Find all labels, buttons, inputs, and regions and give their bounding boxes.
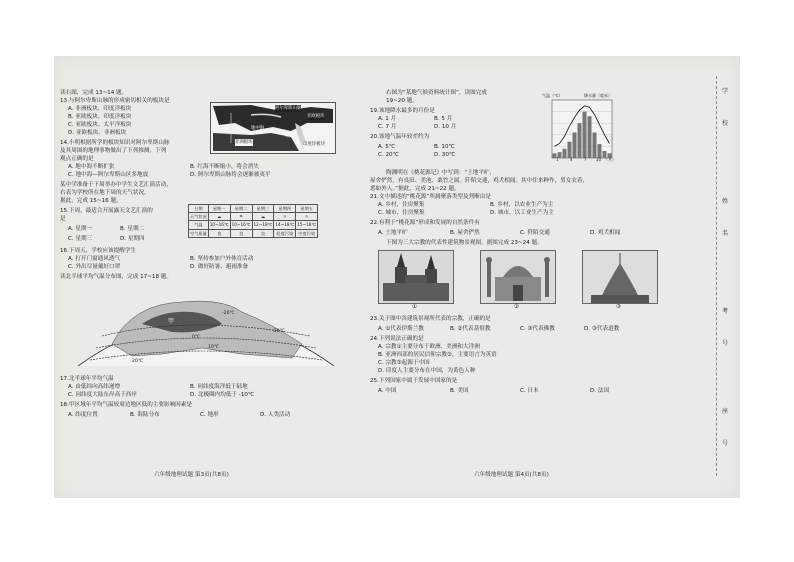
option-18c: C. 地形: [200, 412, 219, 418]
climate-chart-temp-label: 气温（℃）: [542, 93, 563, 98]
map13-label-indian: 印度洋板块: [303, 142, 325, 147]
wx-temp-label: 气温: [189, 221, 209, 229]
instruction-15-16-line2: 右表为学校所在地下周的天气状况。: [60, 190, 150, 196]
wx-header-mon: 星期一: [208, 205, 230, 213]
weather-table-wrap: [188, 204, 318, 238]
building-label-3: ③: [616, 304, 622, 310]
question-21: 21.文中描述的“桃花源”所属聚落类型及判断由是: [370, 194, 491, 200]
climate-chart-plot: [542, 98, 620, 162]
option-24c: C. 宗教③起源于中国: [378, 360, 430, 366]
option-17b: B. 同纬度海洋低于陆地: [190, 384, 248, 390]
option-19c: C. 7 月: [378, 124, 397, 130]
precip-bar: [583, 112, 587, 158]
isotherm-map: [72, 284, 340, 372]
question-23: 23.关于图中各建筑景观所代表的宗教，正确的是: [370, 316, 491, 322]
isotherm-map-drawing: [72, 284, 340, 372]
wx-air: 良: [252, 229, 274, 237]
question-19: 19.该地降水最多的月份是: [370, 108, 435, 114]
wx-header-wed: 星期三: [252, 205, 274, 213]
option-25b: B. 美国: [450, 388, 469, 394]
instruction-19-20-line2: 19~20 题。: [386, 98, 418, 104]
option-14b: B. 红海不断缩小，将会消失: [190, 164, 259, 170]
isotherm-label-10: 10℃: [208, 345, 220, 350]
scanned-exam-sheet: [54, 56, 740, 498]
isotherm-label-20: 20℃: [132, 359, 144, 364]
option-22a: A. 土地平旷: [378, 230, 408, 236]
option-25a: A. 中国: [378, 388, 397, 394]
right-page: [370, 90, 690, 490]
question-16: 16.下周五，学校应该提醒学生: [60, 248, 137, 254]
question-25: 25.下列国家中属于发展中国家的是: [370, 378, 458, 384]
isotherm-label-neg10: -10℃: [272, 329, 285, 334]
option-23c: C. ③代表佛教: [520, 326, 555, 332]
option-19d: D. 10 月: [434, 124, 457, 130]
option-20b: B. 10℃: [434, 144, 455, 150]
option-24b: B. 亚洲西部的居民信仰宗教②，主要语言为英语: [378, 352, 497, 358]
wx-temp: 12~18℃: [253, 222, 273, 228]
instruction-15-16-line3: 据此，完成 15~16 题。: [60, 198, 122, 204]
question-14-line2: 及其周围的地理事物做出了下列推测，下列: [60, 148, 167, 154]
building-church-image: [378, 250, 454, 304]
church-drawing: [379, 251, 453, 303]
option-17d: D. 北极圈内均低于 -10℃: [190, 392, 255, 398]
option-21b: B. 乡村，以农业生产为主: [490, 202, 554, 208]
option-16d: D. 做好防暑、避雨准备: [190, 264, 249, 270]
option-23a: A. ①代表伊斯兰教: [378, 326, 424, 332]
building-label-1: ①: [412, 304, 418, 310]
margin-char: 校: [722, 120, 729, 127]
margin-char: 名: [722, 230, 729, 237]
margin-char: 考: [722, 308, 729, 315]
left-page: [60, 90, 360, 490]
pagoda-drawing: [583, 251, 657, 303]
option-22d: D. 鸡犬相闻: [590, 230, 621, 236]
rain-icon: ☂: [230, 213, 252, 221]
wx-air-label: 空气质量: [190, 230, 207, 236]
map13-label-africa: 非洲板块: [235, 140, 253, 145]
option-18d: D. 人类活动: [260, 412, 291, 418]
passage-line2: 屋舍俨然，有良田、美池、桑竹之属。阡陌交通，鸡犬相闻。其中往来种作，男女衣着，: [370, 178, 589, 184]
question-13: 13.与阿尔卑斯山脉的形成密切相关的板块是: [60, 98, 170, 104]
wx-temp: 14~18℃: [275, 222, 295, 228]
option-21c: C. 城市，住房聚集: [378, 210, 425, 216]
wx-temp: 15~18℃: [297, 222, 317, 228]
wx-temp: 10~16℃: [231, 222, 251, 228]
instruction-23-24: 下图为三大宗教的代表性建筑物景观图，据图完成 23~24 题。: [386, 240, 543, 246]
climate-x-tick-10: 10: [596, 157, 602, 162]
option-21d: D. 城市，以工业生产为主: [490, 210, 554, 216]
instruction-13-14: 读右图，完成 13~14 题。: [60, 90, 128, 96]
passage-line3: 悉如外人。”据此，完成 21~22 题。: [370, 186, 460, 192]
option-20a: A. 5℃: [378, 144, 396, 150]
option-25d: D. 法国: [590, 388, 610, 394]
option-18b: B. 海陆分布: [130, 412, 160, 418]
option-19a: A. 1 月: [378, 116, 397, 122]
isotherm-label-0: 0℃: [192, 335, 201, 340]
margin-char: 座: [722, 408, 729, 415]
option-18a: A. 纬度位置: [68, 412, 98, 418]
question-14-line3: 观点正确的是: [60, 156, 94, 162]
option-13d: D. 亚欧板块、非洲板块: [68, 130, 127, 136]
isotherm-label-neg20: -20℃: [222, 311, 235, 316]
left-footer: 六年级地理试题 第3页(共8页): [154, 472, 229, 478]
option-16c: C. 外出尽量戴好口罩: [68, 264, 121, 270]
mosque-drawing: [481, 251, 555, 303]
right-footer: 六年级地理试题 第4页(共8页): [474, 472, 549, 478]
cloudy-icon: ☁: [252, 213, 274, 221]
climate-x-tick-4: 4: [570, 157, 573, 162]
wx-temp: 10~16℃: [209, 222, 229, 228]
option-25c: C. 日本: [520, 388, 539, 394]
climate-x-tick-1: 1: [556, 157, 559, 162]
precip-bar: [563, 149, 567, 158]
wx-air: 中度污染: [296, 229, 318, 237]
wx-header-fri: 星期五: [296, 205, 318, 213]
precip-bar: [573, 132, 577, 158]
option-24d: D. 印度人主要分布在中国，为黄色人种: [378, 368, 476, 374]
option-13b: B. 亚欧板块、印度洋板块: [68, 114, 132, 120]
precip-bar: [593, 132, 597, 158]
option-15b: B. 星期二: [120, 226, 145, 232]
precip-bar: [588, 116, 592, 158]
margin-char: 学: [722, 88, 729, 95]
option-20d: D. 30℃: [434, 152, 456, 158]
option-15d: D. 星期四: [120, 236, 145, 242]
option-23d: D. ③代表道教: [584, 326, 620, 332]
instruction-17-18: 读北半球平均气温分布图，完成 17~18 题。: [60, 274, 172, 280]
wx-air: 轻度污染: [274, 229, 296, 237]
question-18: 18.甲区域年平均气温较周边地区低的主要影响因素是: [60, 402, 192, 408]
option-22c: C. 阡陌交通: [520, 230, 550, 236]
question-24: 24.下列说法正确的是: [370, 336, 424, 342]
option-15a: A. 星期一: [68, 226, 93, 232]
option-13a: A. 非洲板块、印度洋板块: [68, 106, 132, 112]
option-16b: B. 坚持参加户外体育活动: [190, 256, 254, 262]
option-14d: D. 阿尔卑斯山脉将会逐渐被夷平: [190, 172, 271, 178]
question-14-line1: 14.小明根据所学的板块知识对阿尔卑斯山脉: [60, 140, 170, 146]
option-20c: C. 20℃: [378, 152, 399, 158]
weather-table: [188, 204, 318, 238]
climate-plot-frame: [552, 100, 612, 158]
margin-char: 号: [722, 440, 729, 447]
option-23b: B. ②代表基督教: [450, 326, 491, 332]
map13-label-med-sea: 地中海: [251, 126, 265, 131]
instruction-15-16-line1: 某中学准备于下周举办中学生文艺汇演活动，: [60, 182, 172, 188]
option-22b: B. 屋舍俨然: [450, 230, 480, 236]
map13-label-alps: 阿尔卑斯山脉: [275, 106, 302, 111]
wx-header-thu: 星期四: [274, 205, 296, 213]
option-21a: A. 乡村，住房聚集: [378, 202, 425, 208]
question-22: 22.有利于“桃花源”形成和发展的自然条件有: [370, 220, 480, 226]
option-19b: B. 5 月: [434, 116, 453, 122]
passage-line1: 陶渊明在《桃花源记》中写到：“土地平旷，: [386, 170, 496, 176]
question-15-line1: 15.下周，最适合开展露天文艺汇演的: [60, 208, 153, 214]
isotherm-label-jia: 甲: [168, 318, 175, 325]
wx-header-tue: 星期二: [230, 205, 252, 213]
wx-air: 良: [208, 229, 230, 237]
climate-x-tick-7: 7: [584, 157, 587, 162]
climate-chart: [542, 92, 620, 164]
building-label-2: ②: [514, 304, 520, 310]
question-20: 20.该地气温年较差约为: [370, 134, 430, 140]
option-16a: A. 打开门窗通风透气: [68, 256, 121, 262]
option-15c: C. 星期三: [68, 236, 93, 242]
option-14a: A. 地中海不断扩张: [68, 164, 115, 170]
margin-char: 姓: [722, 198, 729, 205]
climate-x-unit: （月）: [604, 157, 616, 162]
sunny-icon: ☼: [274, 213, 296, 221]
precip-bar: [578, 123, 582, 158]
option-17c: C. 同纬度大陆东岸高于西岸: [68, 392, 137, 398]
option-14c: C. 地中海—阿尔卑斯山区多地震: [68, 172, 149, 178]
cloudy-icon: ☁: [208, 213, 230, 221]
map13-label-red-sea: 红海: [285, 134, 294, 139]
mediterranean-plate-map: [210, 102, 336, 154]
margin-char: 号: [722, 340, 729, 347]
building-pagoda-image: [582, 250, 658, 304]
wx-air: 良: [230, 229, 252, 237]
option-13c: C. 亚欧板块、太平洋板块: [68, 122, 132, 128]
binding-line: [716, 76, 718, 476]
sunny-icon: ☼: [296, 213, 318, 221]
option-17a: A. 由低纬向高纬递增: [68, 384, 121, 390]
option-24a: A. 宗教①主要分布于欧洲、美洲和大洋洲: [378, 344, 480, 350]
instruction-19-20-line1: 右图为“某地气候资料统计图”，读图完成: [386, 90, 487, 96]
building-mosque-image: [480, 250, 556, 304]
wx-header-date: 日期: [189, 205, 209, 213]
question-15-line2: 是: [60, 216, 66, 222]
wx-weather-label: 天气状况: [190, 214, 207, 220]
map13-label-eurasia: 亚欧板块: [307, 114, 325, 119]
question-17: 17.北半球年平均气温: [60, 376, 114, 382]
climate-chart-precip-label: 降水量（毫米）: [584, 93, 612, 98]
